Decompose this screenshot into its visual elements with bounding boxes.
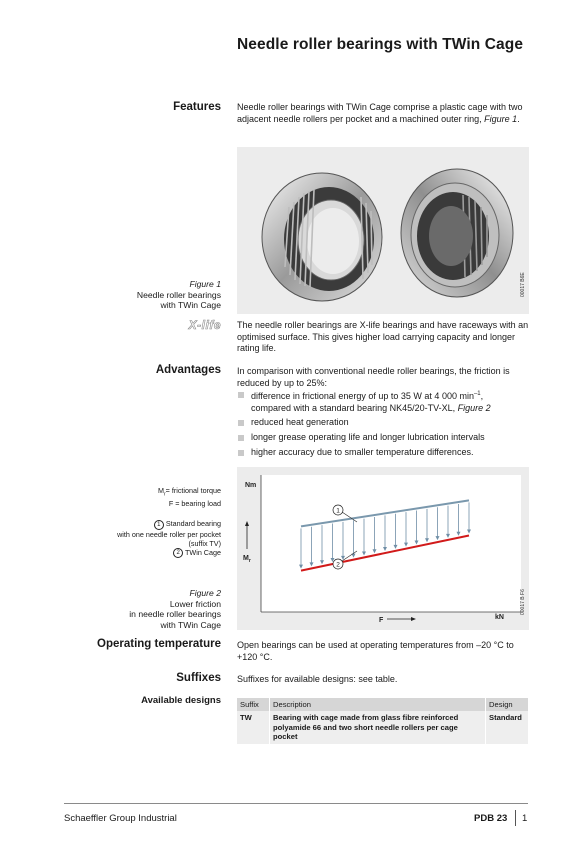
cell-description-line1: Bearing with cage made from glass fibre reinforced	[273, 713, 459, 722]
features-text-main: Needle roller bearings with TWin Cage comprise a plastic cage with two adjacent needle rollers per pocket and a machined outer ring,	[237, 102, 523, 124]
marker-1-icon: 1	[154, 520, 164, 530]
figure1-caption	[137, 279, 221, 311]
operating-text: Open bearings can be used at operating temperatures from –20 °C to +120 °C.	[237, 640, 514, 662]
features-heading: Features	[173, 101, 221, 113]
features-text	[237, 102, 529, 125]
advantages-item: reduced heat generation	[237, 417, 529, 429]
y-arrow-head	[245, 521, 249, 526]
designs-heading: Available designs	[141, 695, 221, 706]
figure1-caption-line1: Needle roller bearings	[136, 289, 221, 300]
friction-chart	[237, 467, 529, 630]
operating-heading: Operating temperature	[97, 638, 221, 650]
legend-item2-line: TWin Cage	[185, 547, 221, 557]
advantages-intro: In comparison with conventional needle roller bearings, the friction is reduced by up to 25%:	[237, 366, 510, 388]
table-header-row	[237, 698, 529, 711]
figure2-code: 00017 B F6	[520, 589, 526, 615]
x-unit-label: kN	[495, 614, 504, 621]
needle-roller-bearing-left	[262, 173, 382, 301]
advantages-item: longer grease operating life and longer lubrication intervals	[237, 432, 529, 444]
legend-mr-sub: r	[163, 491, 166, 498]
legend-f: F = bearing load	[168, 499, 221, 509]
page-title: Needle roller bearings with TWin Cage	[237, 36, 524, 53]
footer-doc-id: PDB 23	[474, 813, 508, 824]
bullet1-comma: ,	[480, 391, 484, 402]
cell-description-line2: polyamide 66 and two short needle rollers per cage pocket	[273, 722, 458, 742]
figure2-chart	[237, 467, 529, 630]
legend-item2	[117, 548, 221, 558]
bullet1-text: difference in frictional energy of up to 35 W at 4 000 min	[251, 391, 474, 402]
figure2-caption	[129, 588, 221, 630]
legend-mr-symbol: M	[157, 486, 164, 495]
bullet1-sup: –1	[473, 391, 481, 398]
xlife-text: The needle roller bearings are X-life bearings and have raceways with an optimised surface. This gives higher load carrying capacity and longer rating life.	[237, 320, 529, 354]
xlife-logo: X-life	[188, 318, 221, 332]
figure2-caption-line1: Lower friction	[169, 598, 221, 609]
advantages-item: higher accuracy due to smaller temperature differences.	[237, 447, 529, 459]
footer-company: Schaeffler Group Industrial	[64, 813, 177, 824]
bearings-illustration	[237, 147, 529, 314]
designs-table-wrap	[237, 698, 529, 744]
x-axis-label: F	[379, 617, 384, 624]
legend-mr	[117, 486, 221, 499]
figure2-caption-line3: with TWin Cage	[160, 619, 221, 630]
footer-divider	[64, 803, 528, 804]
advantages-item	[237, 389, 529, 414]
features-figure-ref[interactable]: Figure 1	[484, 113, 518, 124]
marker-2-icon: 2	[173, 548, 183, 558]
suffixes-heading: Suffixes	[176, 672, 221, 684]
col-suffix: Suffix	[237, 698, 270, 711]
cell-description	[270, 711, 486, 744]
x-arrow-head	[411, 617, 416, 621]
features-text-end: .	[517, 113, 520, 124]
suffixes-text: Suffixes for available designs: see table.	[237, 674, 398, 684]
legend-item1-line1: Standard bearing	[165, 519, 221, 529]
legend-item1-line2: with one needle roller per pocket	[117, 529, 221, 539]
plot-area	[261, 475, 521, 612]
col-design: Design	[486, 698, 529, 711]
figure2-legend	[117, 486, 221, 558]
footer-page-number: 1	[522, 813, 528, 824]
legend-mr-desc: = frictional torque	[165, 486, 221, 495]
advantages-body	[237, 366, 529, 458]
table-row	[237, 711, 529, 744]
cell-suffix: TW	[237, 711, 270, 744]
y-axis-label: $M_r$	[243, 555, 251, 564]
figure2-ref[interactable]: Figure 2	[457, 402, 491, 413]
designs-table	[237, 698, 529, 744]
figure1-image	[237, 147, 529, 314]
col-description: Description	[270, 698, 486, 711]
marker-2-label: 2	[336, 561, 340, 569]
footer-separator	[515, 810, 516, 826]
legend-item1-line3: (suffix TV)	[188, 538, 221, 548]
figure1-code: 00017 B6E	[520, 272, 526, 297]
figure1-label: Figure 1	[189, 279, 221, 289]
needle-roller-bearing-right	[401, 169, 513, 297]
advantages-heading: Advantages	[155, 364, 221, 376]
figure2-caption-line2: in needle roller bearings	[129, 609, 221, 620]
bullet1-text2: compared with a standard bearing NK45/20-TV-XL,	[251, 402, 456, 413]
figure2-label: Figure 2	[189, 588, 221, 598]
marker-1-label: 1	[336, 507, 340, 515]
figure1-caption-line2: with TWin Cage	[160, 300, 221, 311]
cell-design: Standard	[486, 711, 529, 744]
legend-item1	[117, 519, 221, 529]
advantages-list	[237, 389, 529, 458]
y-unit-label: Nm	[245, 482, 257, 489]
